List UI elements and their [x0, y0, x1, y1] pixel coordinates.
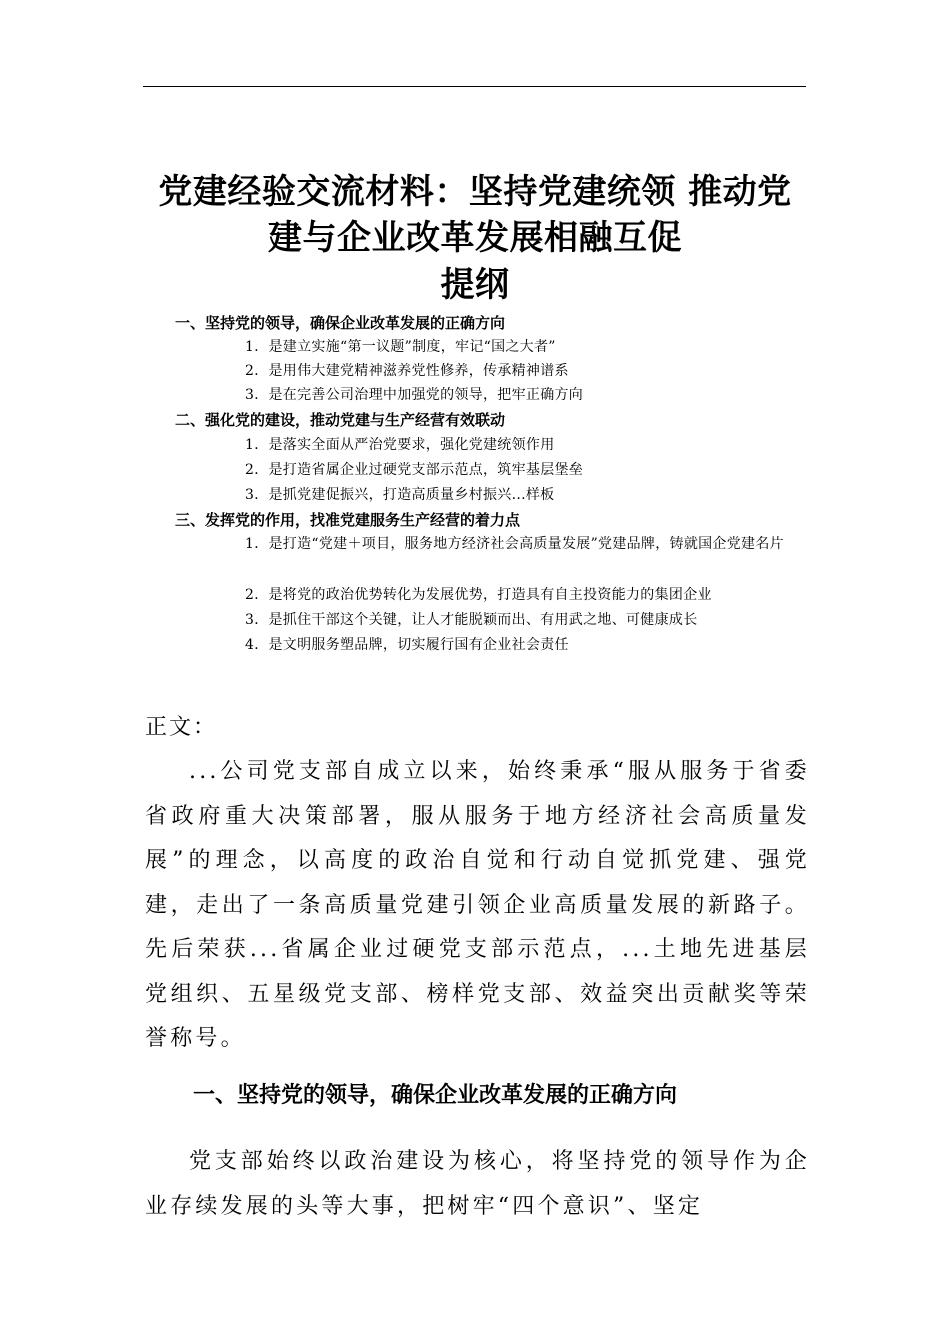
document-title-line-3: 提纲: [440, 265, 510, 305]
outline-item: 1．是落实全面从严治党要求，强化党建统领作用: [245, 437, 555, 453]
outline-section-heading: 一、坚持党的领导，确保企业改革发展的正确方向: [175, 314, 506, 332]
outline-section-heading: 三、发挥党的作用，找准党建服务生产经营的着力点: [175, 511, 521, 529]
header-rule: [143, 86, 806, 87]
section-heading-1: 一、坚持党的领导，确保企业改革发展的正确方向: [193, 1083, 678, 1108]
outline-item: 3．是抓党建促振兴，打造高质量乡村振兴...样板: [245, 487, 555, 503]
outline-item: 2．是将党的政治优势转化为发展优势，打造具有自主投资能力的集团企业: [245, 587, 712, 603]
outline-item: 1．是建立实施“第一议题”制度，牢记“国之大者”: [245, 339, 556, 355]
outline-item: 1．是打造“党建＋项目，服务地方经济社会高质量发展”党建品牌，铸就国企党建名片: [245, 536, 784, 552]
body-paragraph-1: ...公司党支部自成立以来，始终秉承“服从服务于省委省政府重大决策部署，服从服务于地方经济社会高质量发展”的理念，以高度的政治自觉和行动自觉抓党建、强党建，走出了一条高质量党建引领企业高质量发展的新路子。先后荣获...省属企业过硬党支部示范点，...土地先进基层党组织、五星级党支部、榜样党支部、效益突出贡献奖等荣誉称号。: [145, 759, 810, 1051]
outline-item: 2．是用伟大建党精神滋养党性修养，传承精神谱系: [245, 363, 569, 379]
outline-section-heading: 二、强化党的建设，推动党建与生产经营有效联动: [175, 411, 506, 429]
document-title-line-2: 建与企业改革发展相融互促: [268, 218, 682, 258]
outline-item: 2．是打造省属企业过硬党支部示范点，筑牢基层堡垒: [245, 462, 584, 478]
outline-item: 3．是在完善公司治理中加强党的领导，把牢正确方向: [245, 387, 584, 403]
body-paragraph-2: 党支部始终以政治建设为核心，将坚持党的领导作为企业存续发展的头等大事，把树牢“四个意识”、坚定: [145, 1149, 810, 1219]
outline-item: 4．是文明服务塑品牌，切实履行国有企业社会责任: [245, 637, 569, 653]
body-label: 正文：: [145, 715, 218, 740]
document-title-line-1: 党建经验交流材料：坚持党建统领 推动党: [158, 172, 792, 212]
outline-item: 3．是抓住干部这个关键，让人才能脱颖而出、有用武之地、可健康成长: [245, 612, 698, 628]
